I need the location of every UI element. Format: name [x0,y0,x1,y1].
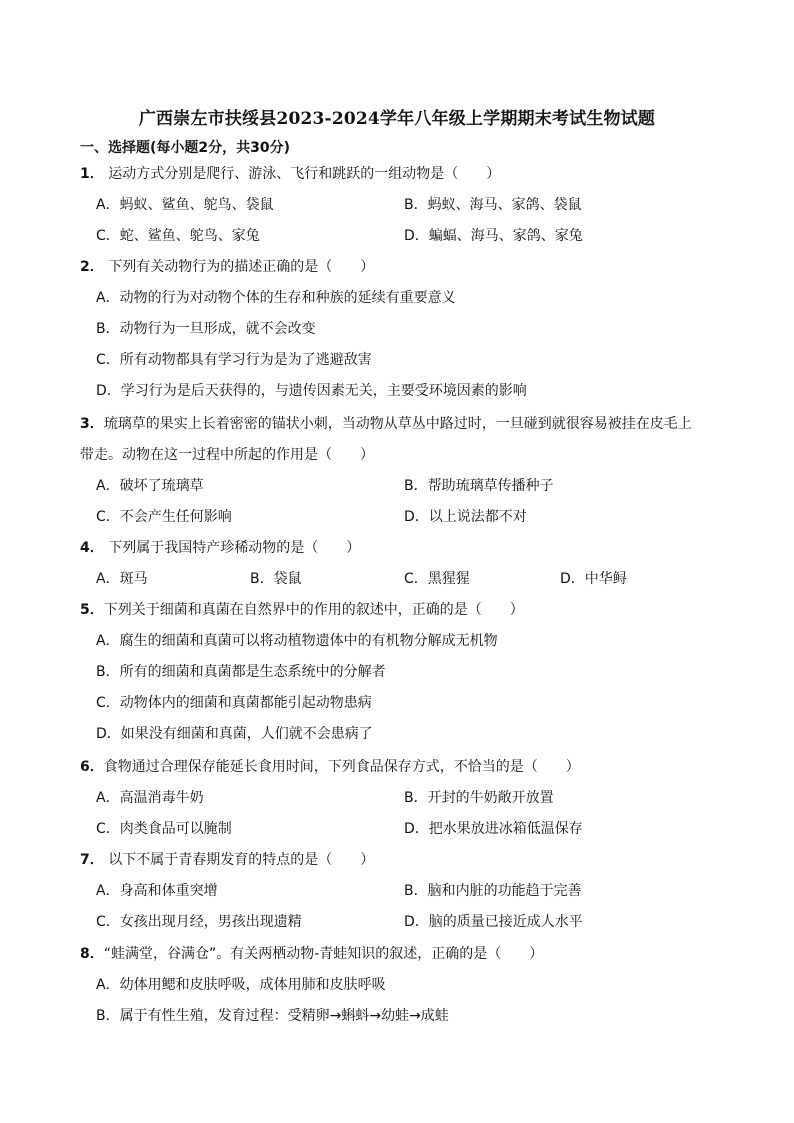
section-heading: 一、选择题(每小题2分，共30分) [80,140,291,156]
option-b: B．所有的细菌和真菌都是生态系统中的分解者 [96,664,386,680]
question-text: 下列有关动物行为的描述正确的是（ ） [108,259,375,275]
option-c: C．女孩出现月经，男孩出现遗精 [96,914,302,930]
option-c: C．蛇、鲨鱼、鸵鸟、家兔 [96,228,260,244]
option-d: D．脑的质量已接近成人水平 [404,914,583,930]
option-a: A．破坏了琉璃草 [96,478,204,494]
question-number: 5． [80,602,104,618]
option-d: D．如果没有细菌和真菌，人们就不会患病了 [96,726,373,742]
question-number: 7． [80,852,104,868]
question-number: 4． [80,540,104,556]
option-a: A．动物的行为对动物个体的生存和种族的延续有重要意义 [96,290,456,306]
question-7 [80,850,374,870]
question-text: 食物通过合理保存能延长食用时间，下列食品保存方式，不恰当的是（ ） [103,759,580,775]
option-d: D．学习行为是后天获得的，与遗传因素无关，主要受环境因素的影响 [96,383,527,399]
option-a: A．高温消毒牛奶 [96,790,204,806]
question-number: 2． [80,259,104,275]
option-d: D．把水果放进冰箱低温保存 [404,821,583,837]
option-d: D．以上说法都不对 [404,509,527,525]
question-text: “蛙满堂，谷满仓”。有关两栖动物-青蛙知识的叙述，正确的是（ ） [103,946,544,962]
option-c: C．黑猩猩 [404,571,470,587]
option-b: B．蚂蚁、海马、家鸽、袋鼠 [404,197,582,213]
question-1 [80,164,500,184]
option-c: C．肉类食品可以腌制 [96,821,232,837]
question-text-continued: 带走。动物在这一过程中所起的作用是（ ） [80,447,374,463]
question-number: 6． [80,759,104,775]
option-b: B．动物行为一旦形成，就不会改变 [96,321,316,337]
option-c: C．不会产生任何影响 [96,509,232,525]
question-3 [80,414,692,434]
option-b: B．脑和内脏的功能趋于完善 [404,883,582,899]
question-number: 3． [80,416,104,432]
option-c: C．动物体内的细菌和真菌都能引起动物患病 [96,695,372,711]
option-a: A．斑马 [96,571,148,587]
question-number: 8． [80,946,104,962]
option-b: B．属于有性生殖，发育过程：受精卵→蝌蚪→幼蛙→成蛙 [96,1008,449,1024]
question-text: 以下不属于青春期发育的特点的是（ ） [108,852,375,868]
question-text: 下列关于细菌和真菌在自然界中的作用的叙述中，正确的是（ ） [103,602,524,618]
option-b: B．帮助琉璃草传播种子 [404,478,554,494]
option-a: A．身高和体重突增 [96,883,218,899]
option-c: C．所有动物都具有学习行为是为了逃避敌害 [96,352,372,368]
option-d: D．蝙蝠、海马、家鸽、家兔 [404,228,583,244]
question-8 [80,944,543,964]
question-6 [80,757,580,777]
option-a: A．腐生的细菌和真菌可以将动植物遗体中的有机物分解成无机物 [96,633,498,649]
option-a: A．幼体用鳃和皮肤呼吸，成体用肺和皮肤呼吸 [96,977,386,993]
question-text: 琉璃草的果实上长着密密的锚状小刺，当动物从草丛中路过时，一旦碰到就很容易被挂在皮毛上 [103,416,692,432]
question-5 [80,600,524,620]
question-text: 运动方式分别是爬行、游泳、飞行和跳跃的一组动物是（ ） [108,166,501,182]
option-a: A．蚂蚁、鲨鱼、鸵鸟、袋鼠 [96,197,274,213]
question-2 [80,257,374,277]
question-text: 下列属于我国特产珍稀动物的是（ ） [108,540,361,556]
option-b: B．袋鼠 [250,571,302,587]
question-number: 1． [80,166,104,182]
option-d: D．中华鲟 [560,571,627,587]
question-4 [80,538,360,558]
option-b: B．开封的牛奶敞开放置 [404,790,554,806]
page-title: 广西崇左市扶绥县2023-2024学年八年级上学期期末考试生物试题 [138,109,656,129]
